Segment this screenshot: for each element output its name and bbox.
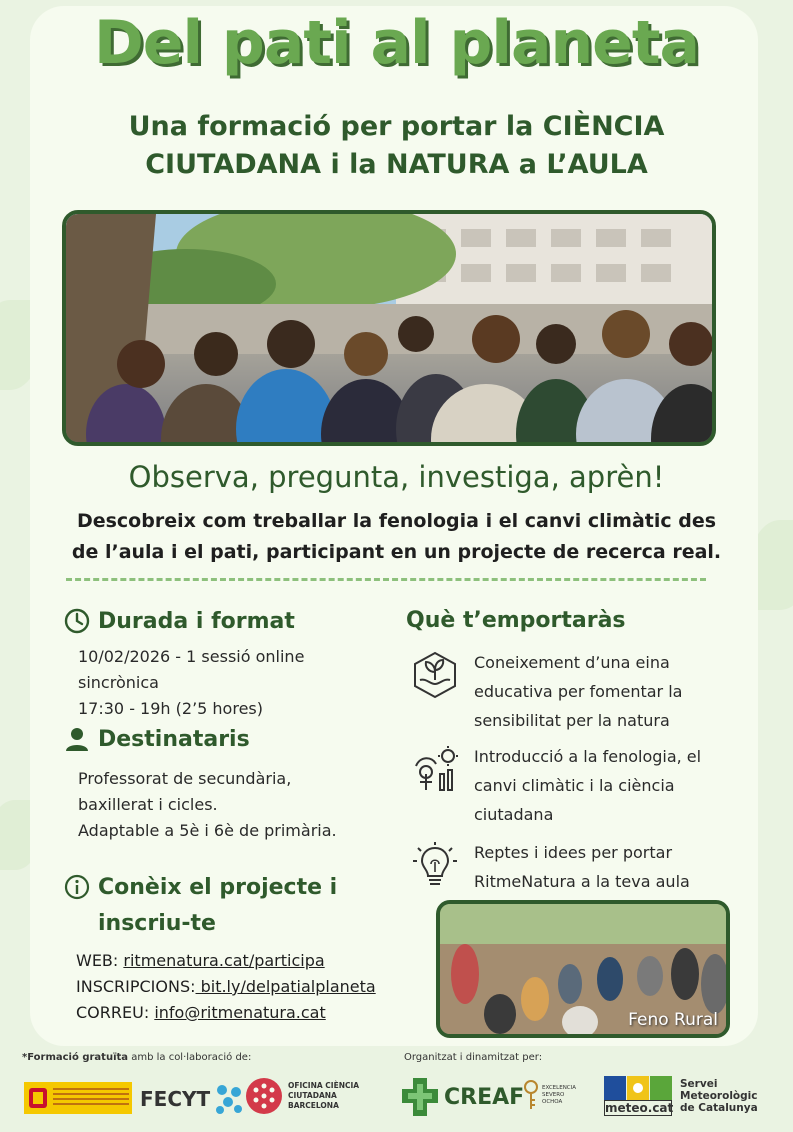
projecte-heading-line: Conèix el projecte i bbox=[98, 875, 338, 900]
durada-line: 10/02/2026 - 1 sessió online bbox=[78, 647, 305, 666]
climate-tree-icon bbox=[410, 744, 460, 794]
emportaras-line: sensibilitat per la natura bbox=[474, 711, 670, 730]
slogan: Observa, pregunta, investiga, aprèn! bbox=[128, 460, 665, 494]
correu-line bbox=[76, 1000, 326, 1026]
group-outdoor-photo bbox=[436, 900, 730, 1038]
page-title: Del pati al planeta bbox=[93, 8, 700, 78]
durada-heading bbox=[64, 608, 295, 634]
intro-line: de l’aula i el pati, participant en un projecte de recerca real. bbox=[71, 541, 722, 563]
dashed-divider bbox=[66, 578, 706, 581]
inscripcions-link[interactable]: bit.ly/delpatialplaneta bbox=[195, 977, 376, 996]
emportaras-line: canvi climàtic i la ciència bbox=[474, 776, 675, 795]
emportaras-line: Reptes i idees per portar bbox=[474, 843, 673, 862]
meteocat-text: meteo.cat bbox=[605, 1101, 674, 1115]
meteocat-logo bbox=[604, 1076, 672, 1116]
oficina-ciencia-logo bbox=[244, 1076, 380, 1116]
subtitle-line: Una formació per portar la CIÈNCIA bbox=[128, 111, 665, 142]
spain-shield-icon bbox=[27, 1086, 49, 1110]
emportaras-line: ciutadana bbox=[474, 805, 554, 824]
projecte-heading bbox=[64, 870, 337, 942]
lightbulb-icon bbox=[410, 840, 460, 890]
creaf-cross-icon bbox=[400, 1076, 440, 1118]
durada-line: 17:30 - 19h (2’5 hores) bbox=[78, 699, 263, 718]
destinataris-line: baxillerat i cicles. bbox=[78, 795, 218, 814]
fecyt-logo bbox=[140, 1082, 244, 1116]
free-label-bold: *Formació gratuïta bbox=[22, 1052, 129, 1063]
clock-icon bbox=[64, 608, 90, 634]
emportaras-heading: Què t’emportaràs bbox=[406, 608, 626, 633]
destinataris-heading-text: Destinataris bbox=[98, 726, 250, 752]
correu-link[interactable]: info@ritmenatura.cat bbox=[154, 1003, 326, 1022]
web-line bbox=[76, 948, 325, 974]
free-label-rest: amb la col·laboració de: bbox=[128, 1052, 252, 1063]
creaf-text: CREAF bbox=[444, 1084, 525, 1110]
severo-ochoa-icon bbox=[524, 1080, 538, 1110]
intro-text bbox=[60, 506, 733, 568]
oficina-dots-icon bbox=[244, 1076, 284, 1116]
free-label bbox=[22, 1052, 251, 1063]
subtitle-line: CIUTADANA i la NATURA a L’AULA bbox=[145, 149, 648, 180]
emportaras-item bbox=[410, 838, 730, 896]
gobierno-logo bbox=[24, 1082, 132, 1114]
fecyt-text: FECYT bbox=[140, 1087, 211, 1111]
web-label: WEB: bbox=[76, 951, 119, 970]
web-link[interactable]: ritmenatura.cat/participa bbox=[123, 951, 325, 970]
emportaras-line: educativa per fomentar la bbox=[474, 682, 683, 701]
severo-ochoa-text: EXCELENCIA SEVERO OCHOA bbox=[542, 1084, 577, 1105]
inscripcions-label: INSCRIPCIONS: bbox=[76, 977, 196, 996]
durada-heading-text: Durada i format bbox=[98, 608, 295, 634]
severo-ochoa-logo bbox=[524, 1080, 582, 1110]
destinataris-line: Professorat de secundària, bbox=[78, 769, 292, 788]
emportaras-line: Coneixement d’una eina bbox=[474, 653, 670, 672]
feno-rural-caption: Feno Rural bbox=[628, 1010, 718, 1030]
plant-hands-icon bbox=[410, 650, 460, 700]
correu-label: CORREU: bbox=[76, 1003, 150, 1022]
projecte-heading-line: inscriu-te bbox=[98, 911, 216, 936]
destinataris-heading bbox=[64, 726, 250, 752]
emportaras-item bbox=[410, 742, 730, 829]
fecyt-dots-icon bbox=[214, 1082, 244, 1116]
info-icon bbox=[64, 874, 90, 900]
footer bbox=[0, 1048, 793, 1132]
intro-line: Descobreix com treballar la fenologia i el canvi climàtic des bbox=[76, 510, 717, 532]
inscripcions-line bbox=[76, 974, 376, 1000]
oficina-text: OFICINA CIÈNCIA CIUTADANA BARCELONA bbox=[288, 1081, 360, 1110]
meteocat-squares-icon bbox=[604, 1076, 672, 1100]
servei-meteorologic-text: Servei Meteorològic de Catalunya bbox=[680, 1078, 758, 1114]
emportaras-line: Introducció a la fenologia, el bbox=[474, 747, 702, 766]
durada-text bbox=[78, 644, 304, 722]
subtitle bbox=[0, 108, 793, 184]
emportaras-item bbox=[410, 648, 730, 735]
person-icon bbox=[64, 726, 90, 752]
destinataris-text bbox=[78, 766, 337, 844]
organized-label: Organitzat i dinamitzat per: bbox=[404, 1052, 543, 1063]
students-outdoor-photo bbox=[62, 210, 716, 446]
creaf-logo bbox=[400, 1076, 524, 1118]
destinataris-line: Adaptable a 5è i 6è de primària. bbox=[78, 821, 337, 840]
durada-line: sincrònica bbox=[78, 673, 159, 692]
emportaras-line: RitmeNatura a la teva aula bbox=[474, 872, 690, 891]
